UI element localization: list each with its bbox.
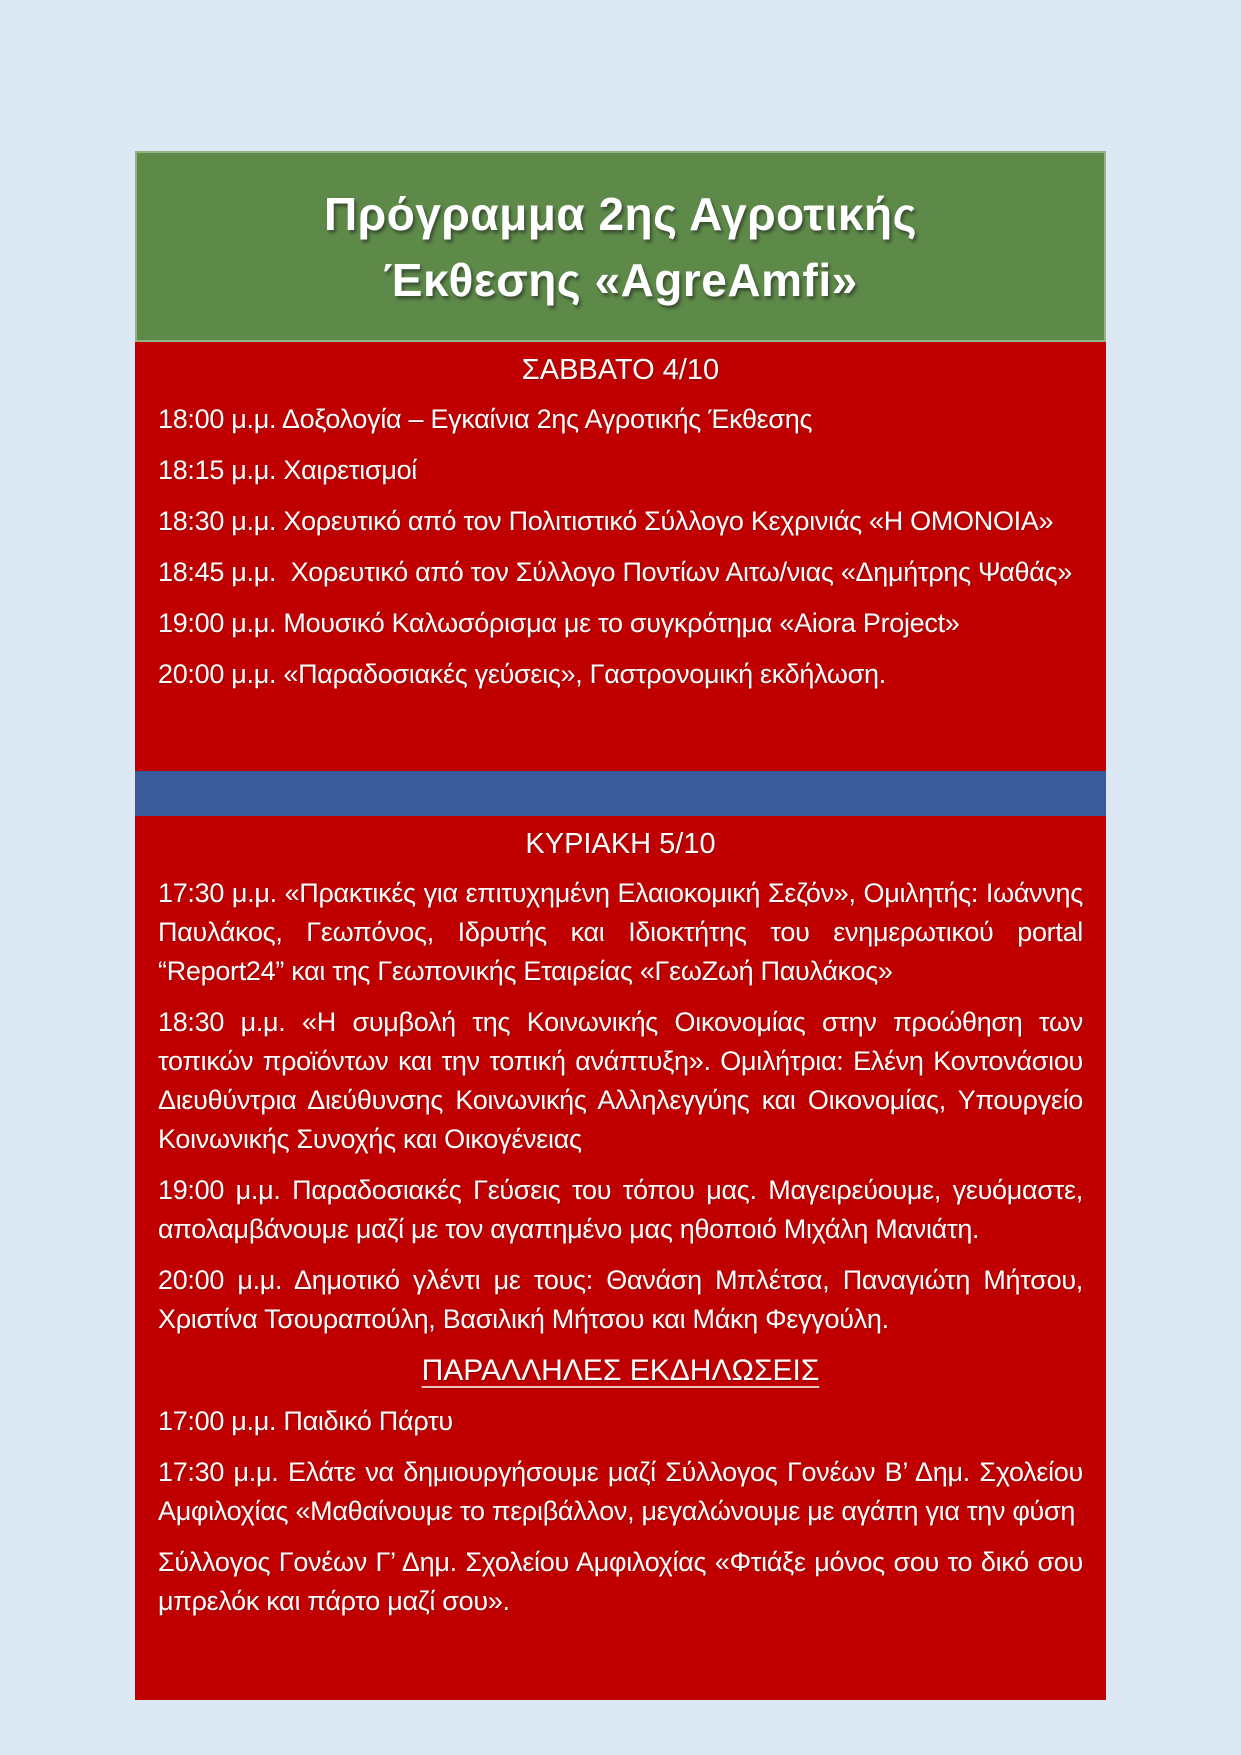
schedule-item: 20:00 μ.μ. Δημοτικό γλέντι με τους: Θανάση Μπλέτσα, Παναγιώτη Μήτσου, Χριστίνα Τσουραπούλη, Βασιλική Μήτσου και Μάκη Φεγγούλη. [158, 1265, 1083, 1334]
sunday-heading: ΚΥΡΙΑΚΗ 5/10 [525, 828, 716, 860]
schedule-item: 18:30 μ.μ. Χορευτικό από τον Πολιτιστικό Σύλλογο Κεχρινιάς «Η ΟΜΟΝΟΙΑ» [158, 506, 1054, 536]
poster-title-line-2: Έκθεσης «AgreAmfi» [383, 254, 858, 306]
saturday-heading: ΣΑΒΒΑΤΟ 4/10 [521, 354, 720, 386]
schedule-item: 18:45 μ.μ. Χορευτικό από τον Σύλλογο Ποντίων Αιτω/νιας «Δημήτρης Ψαθάς» [158, 557, 1073, 587]
parallel-events-heading: ΠΑΡΑΛΛΗΛΕΣ ΕΚΔΗΛΩΣΕΙΣ [421, 1354, 820, 1387]
schedule-item: 18:15 μ.μ. Χαιρετισμοί [158, 455, 417, 485]
poster-title-line-1: Πρόγραμμα 2ης Αγροτικής [324, 188, 917, 240]
schedule-item: 19:00 μ.μ. Μουσικό Καλωσόρισμα με το συγκρότημα «Aiora Project» [158, 608, 960, 638]
event-program-poster [135, 151, 1106, 1700]
schedule-item: 18:00 μ.μ. Δοξολογία – Εγκαίνια 2ης Αγροτικής Έκθεσης [158, 404, 813, 434]
schedule-item: 19:00 μ.μ. Παραδοσιακές Γεύσεις του τόπου μας. Μαγειρεύουμε, γευόμαστε, απολαμβάνουμε μαζί με τον αγαπημένο μας ηθοποιό Μιχάλη Μανιάτη. [158, 1175, 1083, 1244]
schedule-item: 17:30 μ.μ. Ελάτε να δημιουργήσουμε μαζί Σύλλογος Γονέων Β’ Δημ. Σχολείου Αμφιλοχίας «Μαθαίνουμε το περιβάλλον, μεγαλώνουμε με αγάπη για την φύση [158, 1457, 1083, 1526]
sunday-schedule-section [135, 816, 1106, 1700]
section-divider-band [135, 771, 1106, 816]
schedule-item: 18:30 μ.μ. «Η συμβολή της Κοινωνικής Οικονομίας στην προώθηση των τοπικών προϊόντων και την τοπική ανάπτυξη». Ομιλήτρια: Ελένη Κοντονάσιου Διευθύντρια Διεύθυνσης Κοινωνικής Αλληλεγγύης και Οικονομίας, Υπουργείο Κοινωνικής Συνοχής και Οικογένειας [158, 1007, 1083, 1154]
schedule-item: 20:00 μ.μ. «Παραδοσιακές γεύσεις», Γαστρονομική εκδήλωση. [158, 659, 886, 689]
saturday-schedule-section [135, 342, 1106, 771]
schedule-item: 17:00 μ.μ. Παιδικό Πάρτυ [158, 1406, 453, 1436]
schedule-item: 17:30 μ.μ. «Πρακτικές για επιτυχημένη Ελαιοκομική Σεζόν», Ομιλητής: Ιωάννης Παυλάκος, Γεωπόνος, Ιδρυτής και Ιδιοκτήτης του ενημερωτικού portal “Report24” και της Γεωπονικής Εταιρείας «ΓεωΖωή Παυλάκος» [158, 878, 1083, 986]
poster-header [135, 151, 1106, 342]
schedule-item: Σύλλογος Γονέων Γ’ Δημ. Σχολείου Αμφιλοχίας «Φτιάξε μόνος σου το δικό σου μπρελόκ και πάρτο μαζί σου». [158, 1547, 1083, 1616]
